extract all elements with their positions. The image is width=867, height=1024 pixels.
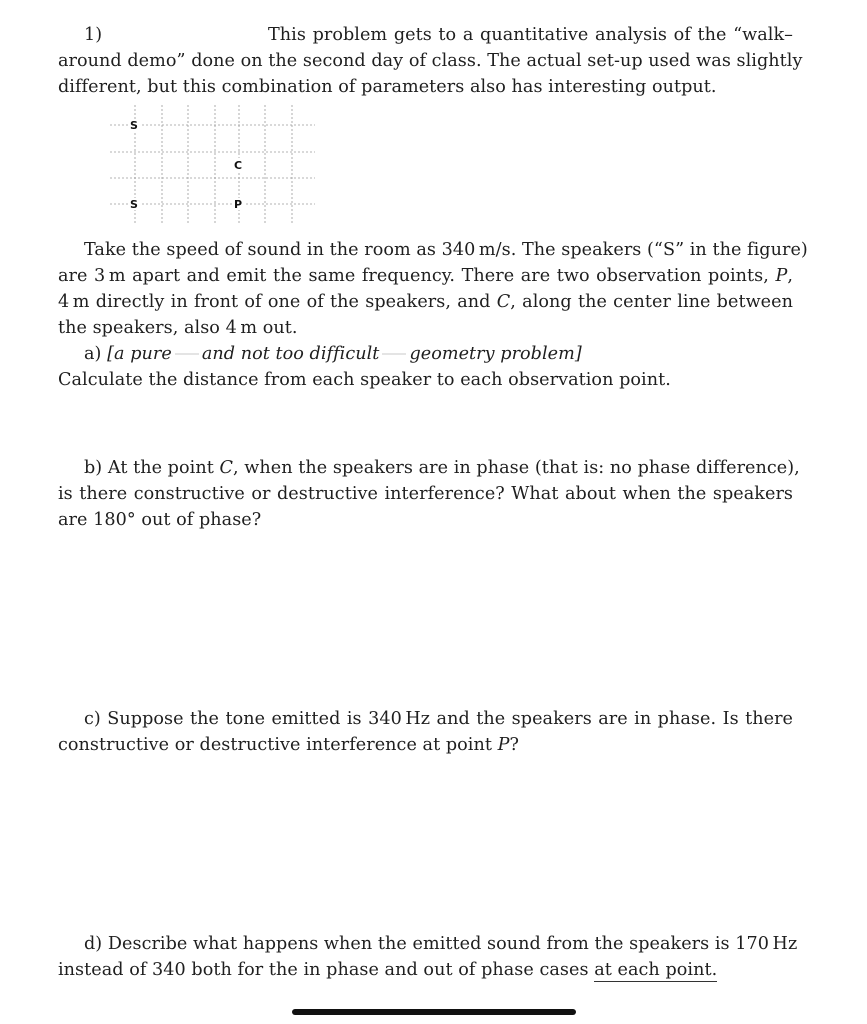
center-point-label: C <box>234 159 243 172</box>
home-indicator-bar[interactable] <box>292 1009 576 1015</box>
part-c-line-2 <box>58 732 793 758</box>
part-d-underlined-text: at each point. <box>594 960 718 980</box>
part-a-note-1: [a pure <box>107 344 172 364</box>
part-a-note-2: and not too difficult <box>201 344 380 364</box>
setup-line-2 <box>58 263 793 289</box>
part-c-point-p: P <box>497 735 510 755</box>
speaker-grid-diagram <box>105 100 320 225</box>
speaker-bottom-label: S <box>130 198 138 211</box>
observation-point-label: P <box>234 198 243 211</box>
setup-line-1: Take the speed of sound in the room as 340 m/s. The speakers (“S” in the figure) <box>84 240 808 260</box>
part-a-question: Calculate the distance from each speaker to each observation point. <box>58 370 671 390</box>
setup-line-3 <box>58 289 793 315</box>
part-b-point-c: C <box>219 458 233 478</box>
intro-line-3: different, but this combination of parameters also has interesting output. <box>58 77 717 97</box>
setup-line-3-rest: , along the center line between <box>510 292 793 312</box>
setup-line-2-comma: , <box>787 266 793 286</box>
part-d-line-1: d) Describe what happens when the emitted sound from the speakers is 170 Hz <box>84 934 798 954</box>
setup-line-2-text: are 3 m apart and emit the same frequency. There are two observation points, <box>58 266 769 286</box>
part-d-line-2 <box>58 957 793 983</box>
setup-line-3-text: 4 m directly in front of one of the speakers, and <box>58 292 491 312</box>
part-a-label: a) <box>84 344 102 364</box>
part-b-line-2: is there constructive or destructive interference? What about when the speakers <box>58 484 793 504</box>
part-c-line-1: c) Suppose the tone emitted is 340 Hz and the speakers are in phase. Is there <box>84 709 793 729</box>
point-p-symbol: P <box>775 266 788 286</box>
intro-line-1 <box>58 22 793 48</box>
setup-line-4: the speakers, also 4 m out. <box>58 318 298 338</box>
part-b-line-3: are 180° out of phase? <box>58 510 262 530</box>
intro-line-2: around demo” done on the second day of class. The actual set-up used was slightly <box>58 51 803 71</box>
speaker-figure <box>105 100 320 225</box>
part-b-line-1 <box>58 455 800 481</box>
part-a-heading <box>58 341 793 367</box>
part-b-text-1: b) At the point <box>84 458 214 478</box>
part-d-text: instead of 340 both for the in phase and out of phase cases <box>58 960 589 980</box>
point-c-symbol: C <box>496 292 511 312</box>
part-a-note-3: geometry problem] <box>409 344 582 364</box>
part-c-question-mark: ? <box>509 735 520 755</box>
part-b-text-2: , when the speakers are in phase (that is: no phase difference), <box>233 458 800 478</box>
intro-text-1: This problem gets to a quantitative analysis of the “walk– <box>268 25 793 45</box>
part-c-text: constructive or destructive interference at point <box>58 735 492 755</box>
speaker-top-label: S <box>130 119 138 132</box>
problem-number: 1) <box>84 25 103 45</box>
